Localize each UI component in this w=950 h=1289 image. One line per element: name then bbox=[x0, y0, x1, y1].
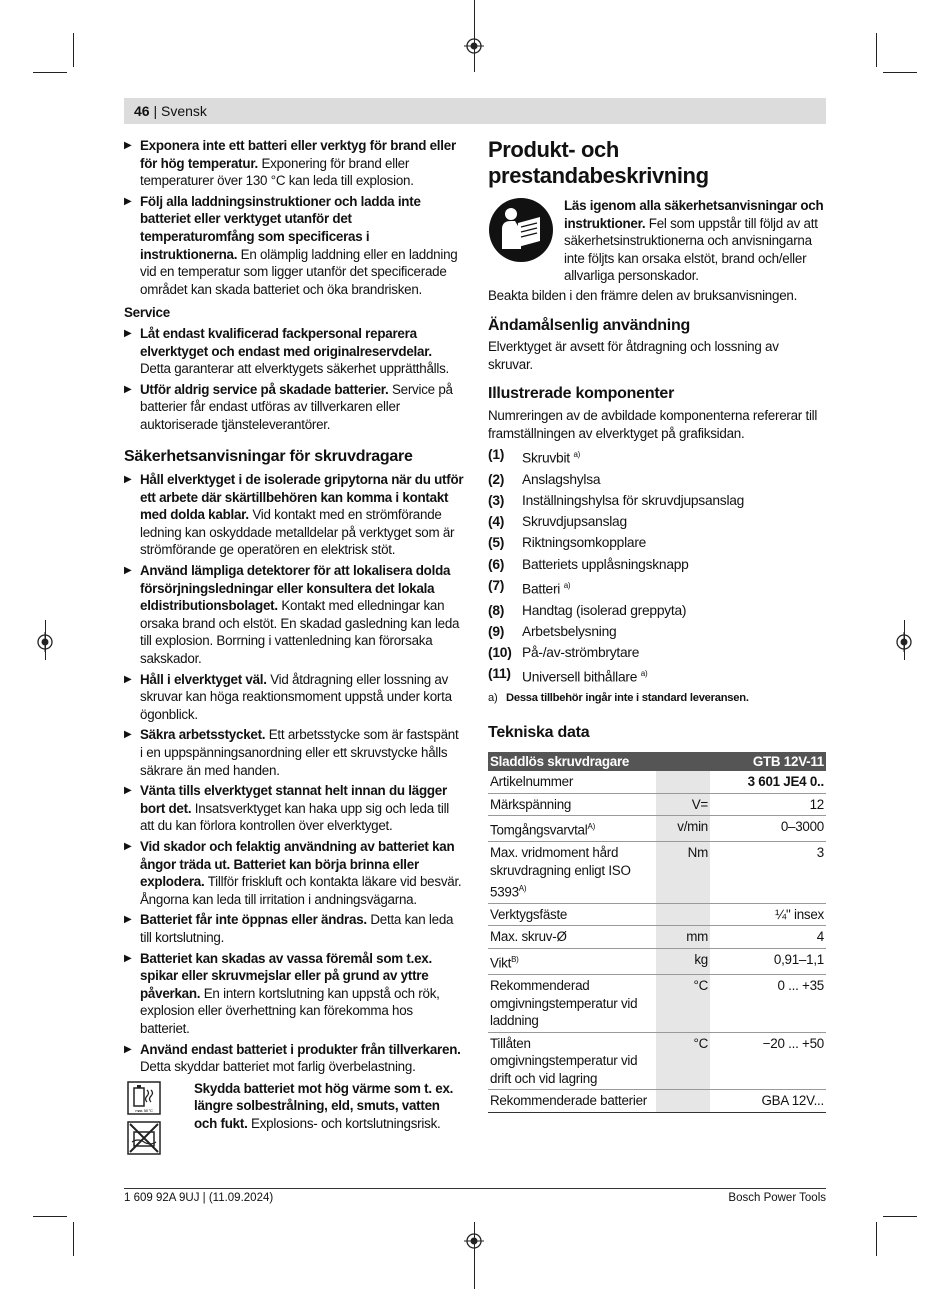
component-label-text: Handtag (isolerad greppyta) bbox=[522, 602, 687, 618]
component-label bbox=[522, 446, 580, 467]
read-warning-bold: Läs igenom alla säkerhetsanvisningar och instruktioner. bbox=[564, 198, 824, 231]
heat-warning-bold: Skydda batteriet mot hög värme som t. ex. längre solbestrålning, eld, smuts, vatten och fukt. bbox=[194, 1080, 454, 1131]
table-row bbox=[488, 842, 826, 903]
spec-unit bbox=[656, 771, 710, 793]
bullet-text: Vid åtdragning eller lossning av skruvar kan höga reaktionsmoment uppstå under korta ögonblick. bbox=[140, 671, 452, 722]
spec-footnote-ref: B) bbox=[511, 954, 519, 964]
component-item bbox=[488, 492, 826, 510]
bullet-bold: Batteriet får inte öppnas eller ändras. bbox=[140, 912, 367, 928]
spec-value: 0,91–1,1 bbox=[710, 948, 826, 974]
spec-label-text: Artikelnummer bbox=[490, 774, 574, 790]
component-label-text: Batteriets upplåsningsknapp bbox=[522, 556, 689, 572]
read-warning-body: Fel som uppstår till följd av att säkerhetsinstruktionerna och anvisningarna inte följts kan orsaka elstöt, brand och/eller allvarliga personskador. bbox=[564, 215, 818, 284]
component-number: (2) bbox=[488, 471, 505, 487]
crop-mark bbox=[883, 72, 917, 73]
table-row bbox=[488, 974, 826, 1032]
component-label-text: Skruvdjupsanslag bbox=[522, 514, 627, 530]
component-item bbox=[488, 623, 826, 641]
spec-value: 0 ... +35 bbox=[710, 974, 826, 1032]
bullet-text: Tillför friskluft och kontakta läkare vid besvär. Ångorna kan leda till irritation i andningsvägarna. bbox=[140, 874, 462, 907]
spec-label-text: Tomgångsvarvtal bbox=[490, 822, 588, 838]
bullet-bold: Utför aldrig service på skadade batterier. bbox=[140, 381, 389, 397]
spec-value: 12 bbox=[710, 793, 826, 816]
spec-footnote-ref: A) bbox=[518, 883, 527, 893]
spec-unit: Nm bbox=[656, 842, 710, 903]
left-column bbox=[124, 137, 464, 1161]
component-number: (11) bbox=[488, 666, 511, 682]
component-item bbox=[488, 665, 826, 686]
component-label-text: Universell bithållare bbox=[522, 669, 638, 685]
table-row bbox=[488, 903, 826, 926]
spec-label-text: Verktygsfäste bbox=[490, 906, 568, 922]
crop-mark bbox=[876, 33, 877, 67]
component-item bbox=[488, 446, 826, 467]
intended-use-heading: Ändamålsenlig användning bbox=[488, 316, 691, 334]
footer-brand: Bosch Power Tools bbox=[728, 1192, 826, 1204]
spec-label-text: Tillåten omgivningstemperatur vid drift och vid lagring bbox=[490, 1035, 638, 1086]
spec-label bbox=[488, 974, 656, 1032]
bullet-bold: Håll i elverktyget väl. bbox=[140, 671, 267, 687]
heat-icon-label: max. 50 °C bbox=[135, 1107, 153, 1113]
spec-label bbox=[488, 842, 656, 903]
component-item bbox=[488, 577, 826, 598]
bullet-item bbox=[124, 782, 464, 835]
component-item bbox=[488, 556, 826, 574]
table-row bbox=[488, 926, 826, 949]
footnote-mark: a) bbox=[488, 692, 498, 705]
spec-label bbox=[488, 903, 656, 926]
no-water-icon bbox=[124, 1120, 164, 1156]
page-number: 46 bbox=[134, 103, 150, 119]
bullet-item bbox=[124, 726, 464, 779]
spec-value: 3 bbox=[710, 842, 826, 903]
spec-label bbox=[488, 1032, 656, 1090]
registration-mark-icon bbox=[464, 36, 484, 56]
bullet-text: Exponering för brand eller temperaturer över 130 °C kan leda till explosion. bbox=[140, 155, 414, 189]
component-label bbox=[522, 471, 600, 489]
heat-warning-text bbox=[194, 1080, 464, 1161]
component-label-text: Batteri bbox=[522, 581, 561, 597]
spec-value: 0–3000 bbox=[710, 816, 826, 842]
spec-label bbox=[488, 948, 656, 974]
bullet-item bbox=[124, 1041, 464, 1076]
page-header: 46 | Svensk bbox=[124, 98, 826, 124]
component-label bbox=[522, 577, 570, 598]
component-label-text: Anslagshylsa bbox=[522, 471, 601, 487]
registration-mark-icon bbox=[894, 632, 914, 652]
crop-mark bbox=[73, 1222, 74, 1256]
bullet-bold: Använd endast batteriet i produkter från tillverkaren. bbox=[140, 1041, 461, 1057]
heat-warning bbox=[124, 1080, 464, 1161]
component-label-text: Inställningshylsa för skruvdjupsanslag bbox=[522, 493, 745, 509]
spec-label-text: Märkspänning bbox=[490, 796, 572, 812]
component-number: (8) bbox=[488, 602, 505, 618]
bullet-bold: Följ alla laddningsinstruktioner och ladda inte batteriet eller verktyget utanför det temperaturomfång som specificeras i instruktionerna. bbox=[140, 193, 421, 262]
tech-data-heading: Tekniska data bbox=[488, 723, 590, 741]
spec-value: GBA 12V... bbox=[710, 1090, 826, 1113]
safety-heading: Säkerhetsanvisningar för skruvdragare bbox=[124, 447, 413, 465]
bullet-bold: Exponera inte ett batteri eller verktyg för brand eller för hög temperatur. bbox=[140, 138, 456, 171]
bullet-bold: Batteriet kan skadas av vassa föremål som t.ex. spikar eller skruvmejslar eller på grund av yttre påverkan. bbox=[140, 950, 432, 1001]
bullet-item bbox=[124, 381, 464, 434]
component-label bbox=[522, 556, 689, 574]
spec-label-text: Max. skruv-Ø bbox=[490, 929, 567, 945]
bullet-text: En olämplig laddning eller en laddning vid en temperatur som ligger utanför det specificerade området kan skada batteriet och öka brandrisken. bbox=[140, 246, 458, 297]
table-row bbox=[488, 1090, 826, 1113]
component-label-text: Skruvbit bbox=[522, 450, 570, 466]
component-footnote-ref: a) bbox=[563, 580, 571, 590]
table-row bbox=[488, 793, 826, 816]
warning-list bbox=[124, 137, 464, 298]
page-language: Svensk bbox=[161, 103, 207, 119]
bullet-item bbox=[124, 671, 464, 724]
component-item bbox=[488, 471, 826, 489]
spec-unit: °C bbox=[656, 1032, 710, 1090]
footnote-text: Dessa tillbehör ingår inte i standard leveransen. bbox=[506, 692, 749, 705]
component-label-text: Riktningsomkopplare bbox=[522, 535, 647, 551]
table-row bbox=[488, 948, 826, 974]
component-number: (6) bbox=[488, 556, 505, 572]
bullet-text: Detta skyddar batteriet mot farlig överbelastning. bbox=[140, 1059, 416, 1075]
spec-label bbox=[488, 771, 656, 793]
heat-icons bbox=[124, 1080, 184, 1161]
table-header-row bbox=[488, 752, 826, 772]
component-number: (7) bbox=[488, 577, 505, 593]
spec-label-text: Rekommenderad omgivningstemperatur vid laddning bbox=[490, 977, 638, 1029]
right-column bbox=[488, 137, 826, 1113]
read-manual-icon bbox=[488, 197, 554, 263]
spec-unit: °C bbox=[656, 974, 710, 1032]
component-label bbox=[522, 623, 616, 641]
spec-label-text: Rekommenderade batterier bbox=[490, 1093, 648, 1109]
bullet-item bbox=[124, 911, 464, 946]
spec-unit bbox=[656, 1090, 710, 1113]
spec-unit bbox=[656, 903, 710, 926]
component-number: (3) bbox=[488, 493, 505, 509]
product-heading: Produkt- och prestandabeskrivning bbox=[488, 137, 709, 188]
bullet-text: Detta kan leda till kortslutning. bbox=[140, 912, 454, 945]
bullet-text: Insatsverktyget kan haka upp sig och leda till att du kan förlora kontrollen över elverktyget. bbox=[140, 800, 450, 834]
crop-mark bbox=[33, 72, 67, 73]
spec-value: ¼" insex bbox=[710, 903, 826, 926]
spec-footnote-ref: A) bbox=[587, 822, 595, 832]
spec-unit: kg bbox=[656, 948, 710, 974]
spec-value: 4 bbox=[710, 926, 826, 949]
components-list bbox=[488, 446, 826, 686]
bullet-item bbox=[124, 137, 464, 190]
component-item bbox=[488, 602, 826, 620]
spec-label bbox=[488, 793, 656, 816]
components-intro: Numreringen av de avbildade komponenterna refererar till framställningen av elverktyget på grafiksidan. bbox=[488, 407, 818, 441]
spec-unit: mm bbox=[656, 926, 710, 949]
spec-label-text: Max. vridmoment hård skruvdragning enligt ISO 5393 bbox=[490, 845, 631, 900]
registration-mark-icon bbox=[35, 632, 55, 652]
components-footnote bbox=[488, 690, 826, 708]
heat-warning-body: Explosions- och kortslutningsrisk. bbox=[247, 1115, 441, 1131]
component-number: (10) bbox=[488, 645, 512, 660]
bullet-item bbox=[124, 471, 464, 559]
service-list bbox=[124, 325, 464, 434]
bullet-bold: Vid skador och felaktig användning av batteriet kan ångor träda ut. Batteriet kan börja brinna eller explodera. bbox=[140, 838, 455, 890]
component-item bbox=[488, 534, 826, 552]
bullet-item bbox=[124, 838, 464, 908]
footer-doc-number: 1 609 92A 9UJ | (11.09.2024) bbox=[124, 1192, 274, 1204]
component-label bbox=[522, 534, 646, 552]
bullet-item bbox=[124, 562, 464, 668]
intended-use-text: Elverktyget är avsett för åtdragning och lossning av skruvar. bbox=[488, 339, 779, 372]
bullet-bold: Säkra arbetsstycket. bbox=[140, 727, 266, 743]
spec-label bbox=[488, 926, 656, 949]
table-row bbox=[488, 816, 826, 842]
table-header-product: Sladdlös skruvdragare bbox=[488, 752, 710, 772]
component-number: (4) bbox=[488, 514, 505, 530]
spec-unit: v/min bbox=[656, 816, 710, 842]
bullet-text: Vid kontakt med en strömförande ledning kan oskyddade metalldelar på verktyget som är strömförande ge operatören en elektrisk stöt. bbox=[140, 507, 455, 558]
components-heading: Illustrerade komponenter bbox=[488, 385, 675, 403]
bullet-bold: Håll elverktyget i de isolerade gripytorna när du utför ett arbete där skärtillbehören kan komma i kontakt med dolda kablar. bbox=[140, 472, 464, 523]
crop-mark bbox=[883, 1216, 917, 1217]
tech-data-table bbox=[488, 752, 826, 1114]
bullet-bold: Låt endast kvalificerad fackpersonal reparera elverktyget och endast med originalreservdelar. bbox=[140, 325, 432, 359]
page-footer bbox=[124, 1188, 826, 1204]
component-label bbox=[522, 665, 647, 686]
component-item bbox=[488, 513, 826, 531]
component-footnote-ref: a) bbox=[573, 450, 581, 460]
bullet-text: Service på batterier får endast utföras av tillverkaren eller auktoriserade tjänsteleverantörer. bbox=[140, 381, 453, 432]
bullet-bold: Vänta tills elverktyget stannat helt innan du lägger bort det. bbox=[140, 783, 447, 816]
bullet-text: Kontakt med elledningar kan orsaka brand och elstöt. En skadad gasledning kan leda till explosion. Borrning i vattenledning kan förorsaka sakskador. bbox=[140, 598, 460, 667]
crop-mark bbox=[73, 33, 74, 67]
component-label-text: Arbetsbelysning bbox=[522, 623, 617, 639]
bullet-item bbox=[124, 950, 464, 1038]
component-label bbox=[522, 513, 627, 531]
bullet-item bbox=[124, 325, 464, 378]
spec-unit: V= bbox=[656, 793, 710, 816]
spec-value: 3 601 JE4 0.. bbox=[710, 771, 826, 793]
component-item bbox=[488, 644, 826, 662]
table-row bbox=[488, 771, 826, 793]
component-number: (9) bbox=[488, 623, 505, 639]
bullet-text: En intern kortslutning kan uppstå och rök, explosion eller överhettning kan förekomma hos batteriet. bbox=[140, 985, 440, 1036]
component-number: (5) bbox=[488, 535, 505, 551]
read-warning-text bbox=[564, 197, 826, 285]
crop-mark bbox=[876, 1222, 877, 1256]
table-row bbox=[488, 1032, 826, 1090]
figure-note: Beakta bilden i den främre delen av bruksanvisningen. bbox=[488, 287, 798, 303]
component-number: (1) bbox=[488, 447, 505, 463]
spec-label bbox=[488, 1090, 656, 1113]
bullet-item bbox=[124, 193, 464, 299]
bullet-bold: Använd lämpliga detektorer för att lokalisera dolda försörjningsledningar eller konsultera det lokala eldistributionsbolaget. bbox=[140, 563, 451, 614]
registration-mark-icon bbox=[464, 1231, 484, 1251]
battery-heat-icon bbox=[124, 1080, 164, 1116]
component-label-text: På-/av-strömbrytare bbox=[522, 645, 640, 660]
table-header-model: GTB 12V-11 bbox=[710, 752, 826, 772]
spec-label-text: Vikt bbox=[490, 955, 512, 971]
component-footnote-ref: a) bbox=[640, 669, 648, 679]
safety-list bbox=[124, 471, 464, 1076]
crop-mark bbox=[33, 1216, 67, 1217]
read-instructions-warning bbox=[488, 197, 826, 285]
component-label bbox=[522, 492, 744, 510]
bullet-text: Ett arbetsstycke som är fastspänt i en uppspänningsanordning eller ett skruvstycke hålls säkrare än med handen. bbox=[140, 727, 459, 778]
bullet-text: Detta garanterar att elverktygets säkerhet upprätthålls. bbox=[140, 361, 450, 377]
component-label bbox=[522, 602, 686, 620]
service-heading: Service bbox=[124, 305, 170, 321]
spec-label bbox=[488, 816, 656, 842]
spec-value: −20 ... +50 bbox=[710, 1032, 826, 1090]
component-label bbox=[522, 644, 639, 662]
